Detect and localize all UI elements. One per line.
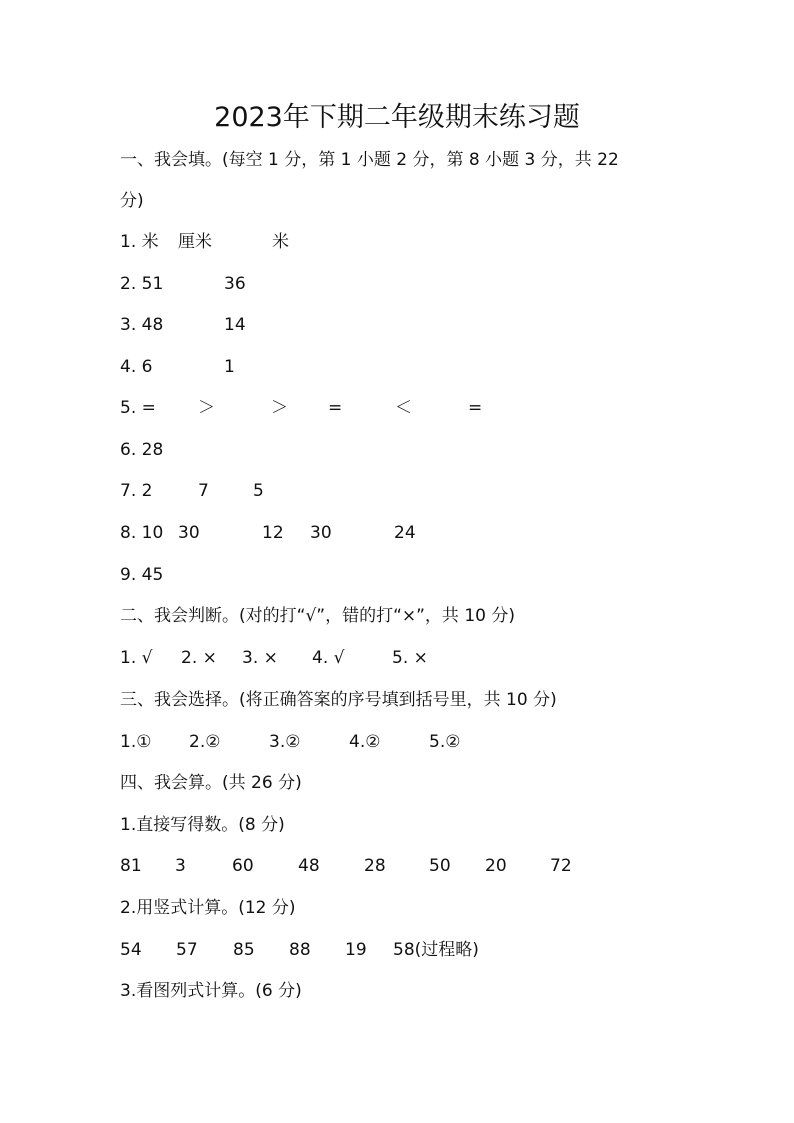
calc-answer: 85	[233, 940, 255, 960]
answer-item: 米	[272, 232, 289, 252]
section-1-heading-continued: 分)	[120, 191, 144, 211]
section-4-part-2-heading: 2.用竖式计算。(12 分)	[120, 898, 296, 918]
choice-answer: 1.①	[120, 732, 152, 752]
section-2-heading: 二、我会判断。(对的打“√”，错的打“×”，共 10 分)	[120, 606, 516, 626]
answer-item: 30	[310, 523, 332, 543]
comparison-symbol: =	[328, 398, 343, 418]
section-1-heading: 一、我会填。(每空 1 分，第 1 小题 2 分，第 8 小题 3 分，共 22	[120, 150, 619, 170]
choice-answer: 4.②	[349, 732, 381, 752]
calc-answer: 57	[176, 940, 198, 960]
choice-answer: 5.②	[429, 732, 461, 752]
comparison-symbol: ＞	[271, 398, 288, 418]
judgement-answer: 1. √	[120, 648, 153, 668]
calc-answer: 72	[550, 856, 572, 876]
answer-item: 厘米	[178, 232, 212, 252]
calc-answer: 3	[175, 856, 186, 876]
answer-item: 14	[224, 315, 246, 335]
calc-answer: 58(过程略)	[393, 940, 479, 960]
answer-item: 12	[262, 523, 284, 543]
section-3-heading: 三、我会选择。(将正确答案的序号填到括号里，共 10 分)	[120, 690, 557, 710]
choice-answer: 3.②	[269, 732, 301, 752]
answer-item: 7. 2	[120, 481, 153, 501]
answer-item: 6. 28	[120, 440, 164, 460]
answer-item: 7	[198, 481, 209, 501]
answer-item: 4. 6	[120, 357, 153, 377]
calc-answer: 88	[289, 940, 311, 960]
judgement-answer: 3. ×	[242, 648, 278, 668]
answer-item: 24	[394, 523, 416, 543]
calc-answer: 19	[345, 940, 367, 960]
calc-answer: 60	[232, 856, 254, 876]
comparison-symbol: =	[468, 398, 483, 418]
calc-answer: 50	[429, 856, 451, 876]
calc-answer: 81	[120, 856, 142, 876]
calc-answer: 20	[485, 856, 507, 876]
answer-item: 9. 45	[120, 565, 164, 585]
calc-answer: 54	[120, 940, 142, 960]
answer-item: 5	[253, 481, 264, 501]
answer-item: 5. =	[120, 398, 156, 418]
judgement-answer: 2. ×	[181, 648, 217, 668]
answer-item: 1	[224, 357, 235, 377]
judgement-answer: 4. √	[312, 648, 345, 668]
section-4-part-3-heading: 3.看图列式计算。(6 分)	[120, 981, 302, 1001]
section-4-part-1-heading: 1.直接写得数。(8 分)	[120, 815, 285, 835]
choice-answer: 2.②	[189, 732, 221, 752]
calc-answer: 28	[364, 856, 386, 876]
calc-answer: 48	[298, 856, 320, 876]
page-title: 2023年下期二年级期末练习题	[214, 102, 580, 133]
judgement-answer: 5. ×	[392, 648, 428, 668]
answer-item: 2. 51	[120, 274, 164, 294]
answer-item: 36	[224, 274, 246, 294]
comparison-symbol: ＜	[395, 398, 412, 418]
section-4-heading: 四、我会算。(共 26 分)	[120, 773, 302, 793]
answer-item: 30	[178, 523, 200, 543]
comparison-symbol: ＞	[198, 398, 215, 418]
answer-item: 8. 10	[120, 523, 164, 543]
answer-item: 3. 48	[120, 315, 164, 335]
answer-item: 1. 米	[120, 232, 159, 252]
